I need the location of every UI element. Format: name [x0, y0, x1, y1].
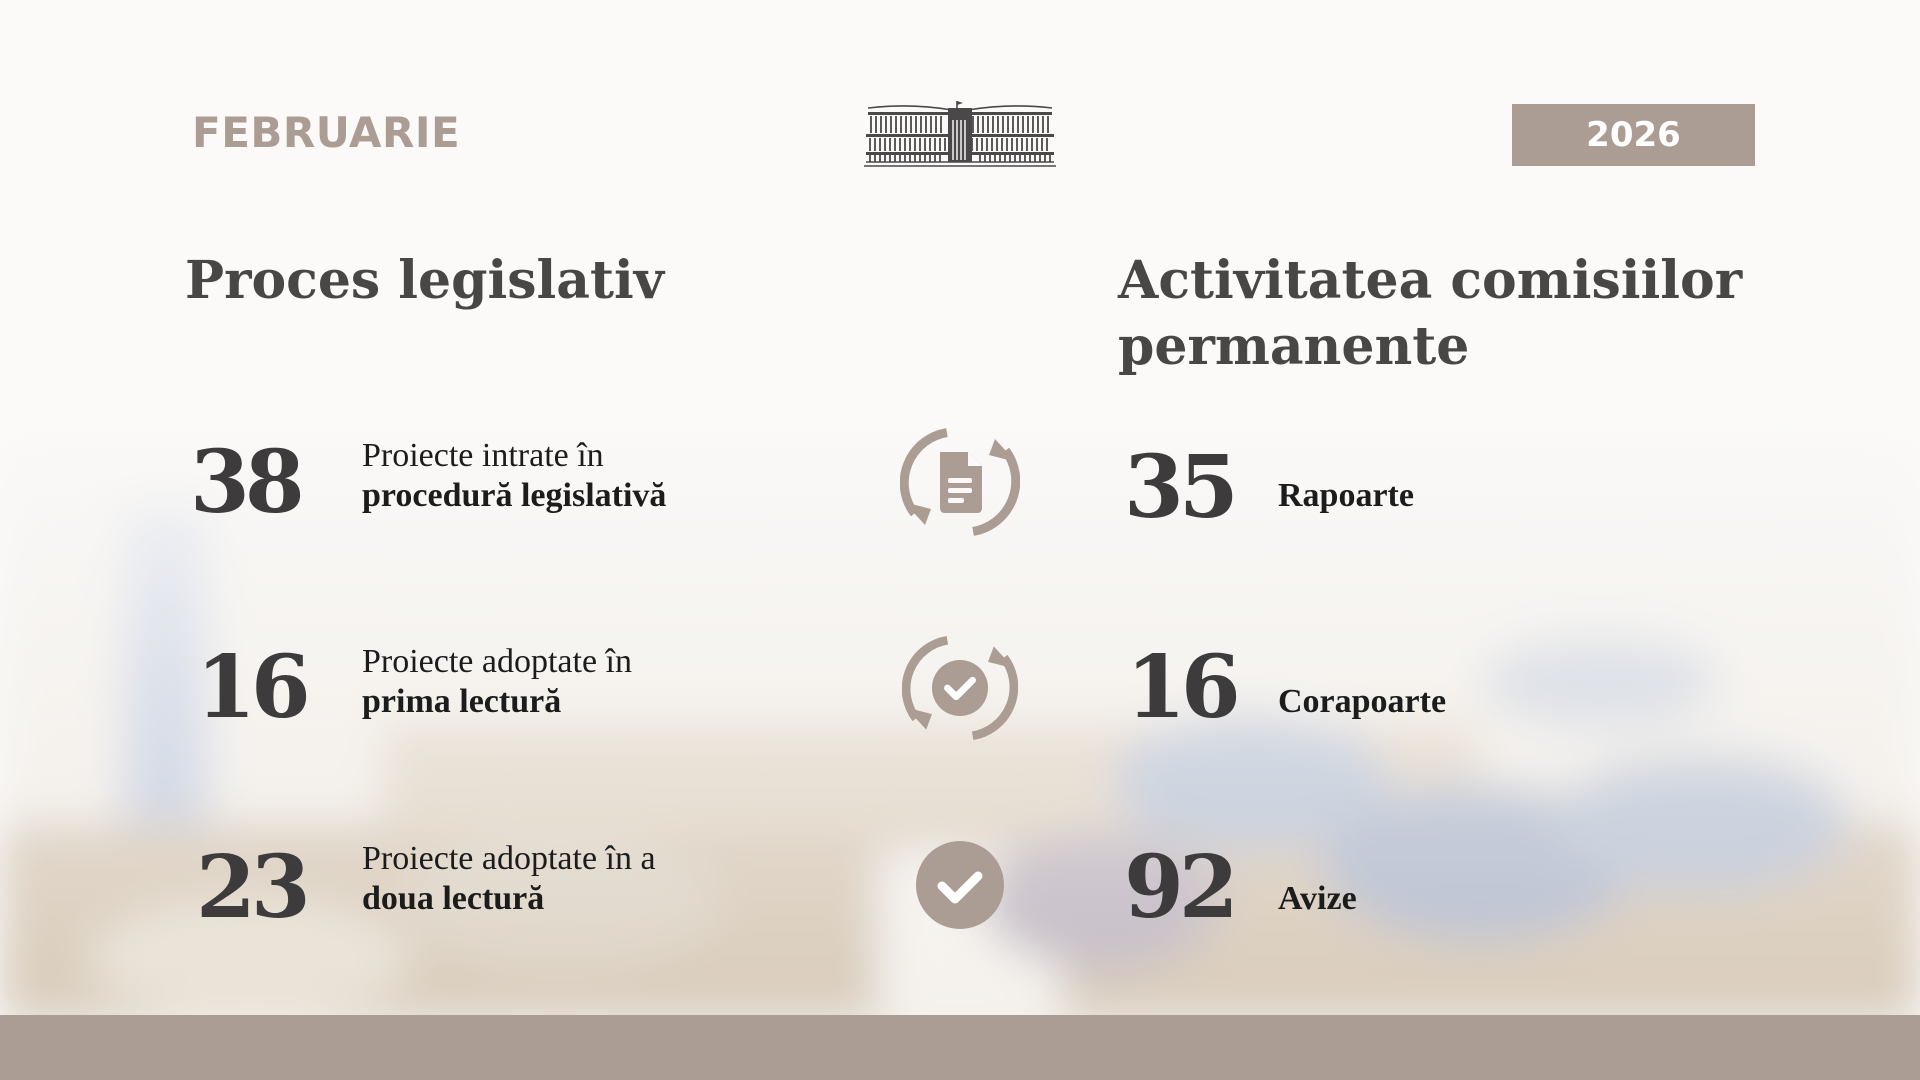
committees-title-line2: permanente	[1118, 316, 1470, 377]
committees-title-line1: Activitatea comisiilor	[1118, 250, 1743, 311]
stat-description-line2: doua lectură	[362, 880, 545, 917]
stat-description-line2: procedură legislativă	[362, 477, 667, 514]
stat-description-line1: Proiecte adoptate în a	[362, 840, 656, 877]
stat-label: Rapoarte	[1278, 477, 1414, 514]
stat-description-line2: prima lectură	[362, 683, 562, 720]
stat-label: Corapoarte	[1278, 683, 1447, 720]
parliament-building-icon	[860, 100, 1060, 168]
check-circle-icon	[915, 840, 1005, 930]
stat-value: 16	[196, 637, 306, 738]
stat-description	[362, 642, 632, 722]
year-badge: 2026	[1512, 104, 1755, 166]
stat-value: 16	[1126, 637, 1236, 738]
stat-value: 38	[190, 432, 300, 533]
stat-description	[362, 436, 666, 516]
stat-value: 92	[1124, 837, 1234, 938]
month-label: FEBRUARIE	[192, 108, 461, 157]
committees-activity-title	[1118, 248, 1838, 380]
footer-bar	[0, 1015, 1920, 1080]
legislative-process-title: Proces legislativ	[185, 250, 664, 311]
stat-description	[362, 839, 656, 919]
document-cycle-icon	[900, 422, 1020, 542]
stat-description-line1: Proiecte adoptate în	[362, 643, 633, 680]
stat-value: 23	[196, 837, 306, 938]
stat-label: Avize	[1278, 880, 1357, 917]
stat-description-line1: Proiecte intrate în	[362, 437, 604, 474]
check-cycle-icon	[902, 630, 1018, 746]
stat-value: 35	[1124, 437, 1234, 538]
